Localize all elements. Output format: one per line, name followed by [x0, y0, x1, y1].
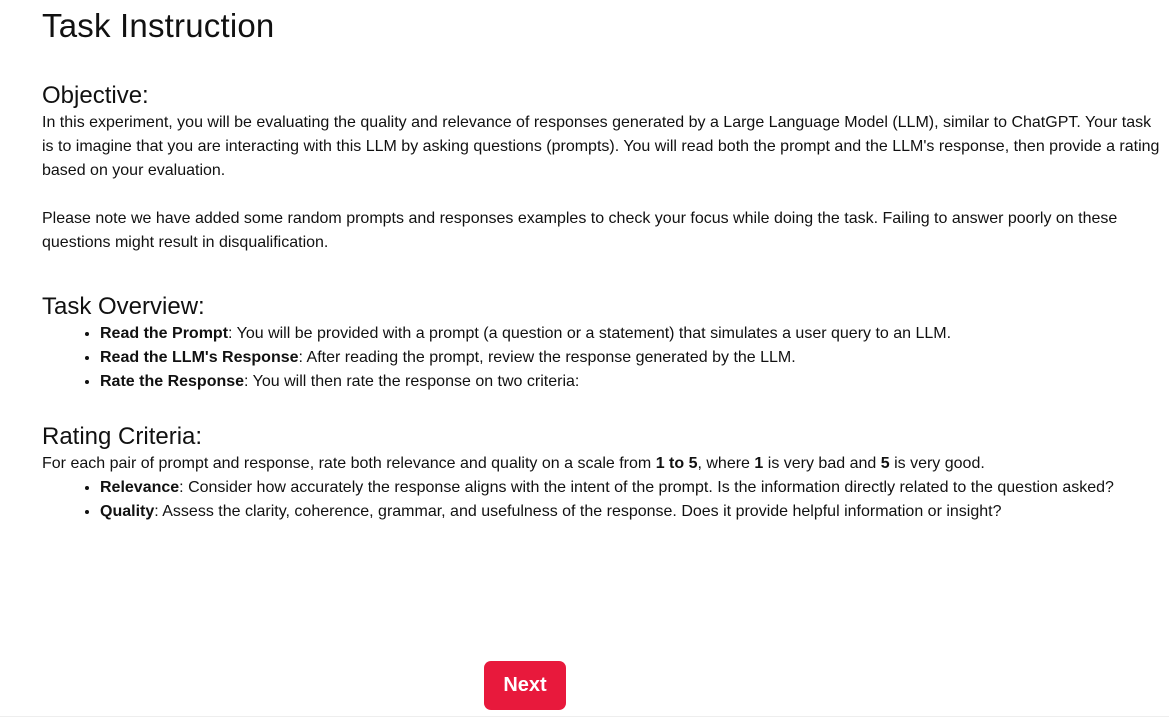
- list-item: [100, 346, 1162, 370]
- rating-criteria-section: [42, 422, 1162, 524]
- list-item: [100, 370, 1162, 394]
- item-label: Quality: [100, 503, 155, 520]
- item-label: Relevance: [100, 479, 180, 496]
- item-text: : Consider how accurately the response aligns with the intent of the prompt. Is the information directly related to the question asked?: [179, 479, 1114, 496]
- item-text: : You will then rate the response on two criteria:: [244, 373, 580, 390]
- item-text: : After reading the prompt, review the response generated by the LLM.: [298, 349, 796, 366]
- item-label: Read the Prompt: [100, 325, 229, 342]
- list-item: [100, 500, 1162, 524]
- scale-high: 5: [880, 455, 890, 472]
- item-label: Rate the Response: [100, 373, 245, 390]
- instruction-page: [42, 0, 1162, 524]
- objective-heading: Objective:: [42, 82, 149, 109]
- page-title: Task Instruction: [42, 7, 275, 44]
- intro-text: is very good.: [889, 455, 985, 472]
- objective-paragraph: In this experiment, you will be evaluating the quality and relevance of responses generated by a Large Language Model (LLM), similar to ChatGPT. Your task is to imagine that you are interacting with this LLM by asking questions (prompts). You will read both the prompt and the LLM's response, then provide a rating based on your evaluation.: [42, 114, 1160, 179]
- intro-text: , where: [697, 455, 755, 472]
- task-overview-heading: Task Overview:: [42, 293, 205, 320]
- rating-criteria-heading: Rating Criteria:: [42, 423, 203, 450]
- task-overview-section: [42, 292, 1162, 394]
- list-item: [100, 476, 1162, 500]
- item-text: : You will be provided with a prompt (a question or a statement) that simulates a user query to an LLM.: [228, 325, 952, 342]
- item-text: : Assess the clarity, coherence, grammar, and usefulness of the response. Does it provide helpful information or insight?: [154, 503, 1002, 520]
- next-button[interactable]: Next: [484, 661, 566, 710]
- rating-criteria-list: [42, 476, 1162, 524]
- bottom-divider: [0, 716, 1169, 717]
- rating-intro: [42, 452, 1162, 476]
- scale-range: 1 to 5: [655, 455, 698, 472]
- disqualification-note: Please note we have added some random prompts and responses examples to check your focus while doing the task. Failing to answer poorly on these questions might result in disqualification.: [42, 210, 1118, 251]
- item-label: Read the LLM's Response: [100, 349, 299, 366]
- objective-section: [42, 81, 1162, 255]
- list-item: [100, 322, 1162, 346]
- intro-text: is very bad and: [763, 455, 881, 472]
- task-overview-list: [42, 322, 1162, 394]
- intro-text: For each pair of prompt and response, rate both relevance and quality on a scale from: [42, 455, 656, 472]
- scale-low: 1: [754, 455, 764, 472]
